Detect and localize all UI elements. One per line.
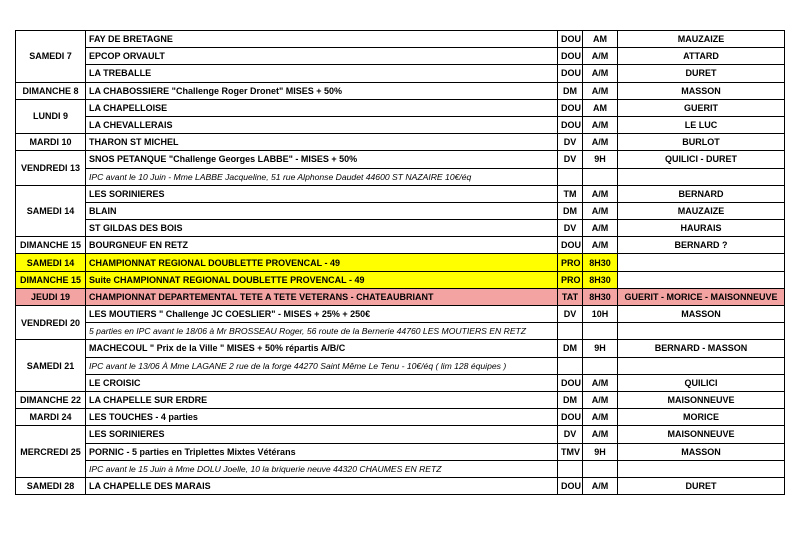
umpire-cell bbox=[618, 271, 785, 288]
time-cell: A/M bbox=[583, 374, 618, 391]
event-name: MACHECOUL " Prix de la Ville " MISES + 50% répartis A/B/C bbox=[86, 340, 558, 357]
umpire-cell: HAURAIS bbox=[618, 220, 785, 237]
umpire-cell: BERNARD ? bbox=[618, 237, 785, 254]
event-name: BLAIN bbox=[86, 202, 558, 219]
schedule-table bbox=[15, 30, 785, 495]
category-cell: TM bbox=[558, 185, 583, 202]
umpire-cell: MASSON bbox=[618, 306, 785, 323]
schedule-row bbox=[16, 31, 785, 48]
schedule-row bbox=[16, 409, 785, 426]
time-cell: 8H30 bbox=[583, 271, 618, 288]
day-cell: VENDREDI 13 bbox=[16, 151, 86, 185]
umpire-cell bbox=[618, 357, 785, 374]
day-cell: DIMANCHE 8 bbox=[16, 82, 86, 99]
umpire-cell: QUILICI bbox=[618, 374, 785, 391]
category-cell: DV bbox=[558, 426, 583, 443]
schedule-row bbox=[16, 306, 785, 323]
time-cell: AM bbox=[583, 31, 618, 48]
day-cell: MARDI 10 bbox=[16, 134, 86, 151]
time-cell bbox=[583, 460, 618, 477]
category-cell: DOU bbox=[558, 65, 583, 82]
schedule-row bbox=[16, 237, 785, 254]
category-cell: DOU bbox=[558, 99, 583, 116]
day-cell: SAMEDI 14 bbox=[16, 254, 86, 271]
umpire-cell: MORICE bbox=[618, 409, 785, 426]
schedule-row bbox=[16, 116, 785, 133]
day-cell: LUNDI 9 bbox=[16, 99, 86, 133]
schedule-row bbox=[16, 220, 785, 237]
event-name: LA CHABOSSIERE "Challenge Roger Dronet" MISES + 50% bbox=[86, 82, 558, 99]
category-cell: DOU bbox=[558, 374, 583, 391]
time-cell: 9H bbox=[583, 151, 618, 168]
time-cell: A/M bbox=[583, 82, 618, 99]
day-cell: JEUDI 19 bbox=[16, 288, 86, 305]
category-cell: DV bbox=[558, 151, 583, 168]
umpire-cell: BERNARD bbox=[618, 185, 785, 202]
category-cell: DOU bbox=[558, 237, 583, 254]
time-cell: A/M bbox=[583, 185, 618, 202]
time-cell: AM bbox=[583, 99, 618, 116]
category-cell: DOU bbox=[558, 409, 583, 426]
umpire-cell: MAUZAIZE bbox=[618, 31, 785, 48]
schedule-row bbox=[16, 151, 785, 168]
category-cell: DM bbox=[558, 391, 583, 408]
schedule-row bbox=[16, 443, 785, 460]
event-name: LES SORINIERES bbox=[86, 426, 558, 443]
umpire-cell bbox=[618, 323, 785, 340]
registration-note: IPC avant le 10 Juin - Mme LABBE Jacqueline, 51 rue Alphonse Daudet 44600 ST NAZAIRE 10€/éq bbox=[86, 168, 558, 185]
umpire-cell: DURET bbox=[618, 477, 785, 494]
umpire-cell bbox=[618, 254, 785, 271]
category-cell bbox=[558, 168, 583, 185]
time-cell: 8H30 bbox=[583, 288, 618, 305]
day-cell: DIMANCHE 15 bbox=[16, 271, 86, 288]
time-cell: A/M bbox=[583, 391, 618, 408]
schedule-row bbox=[16, 391, 785, 408]
category-cell: TAT bbox=[558, 288, 583, 305]
umpire-cell: MASSON bbox=[618, 82, 785, 99]
umpire-cell: QUILICI - DURET bbox=[618, 151, 785, 168]
event-name: LES MOUTIERS " Challenge JC COESLIER" - MISES + 25% + 250€ bbox=[86, 306, 558, 323]
schedule-row bbox=[16, 99, 785, 116]
registration-note: 5 parties en IPC avant le 18/06 à Mr BROSSEAU Roger, 56 route de la Bernerie 44760 LES MOUTIERS EN RETZ bbox=[86, 323, 558, 340]
time-cell: A/M bbox=[583, 65, 618, 82]
schedule-row bbox=[16, 323, 785, 340]
time-cell bbox=[583, 357, 618, 374]
day-cell: DIMANCHE 22 bbox=[16, 391, 86, 408]
event-name: ST GILDAS DES BOIS bbox=[86, 220, 558, 237]
time-cell: A/M bbox=[583, 116, 618, 133]
event-name: CHAMPIONNAT REGIONAL DOUBLETTE PROVENCAL - 49 bbox=[86, 254, 558, 271]
umpire-cell bbox=[618, 168, 785, 185]
umpire-cell: GUERIT bbox=[618, 99, 785, 116]
time-cell: 9H bbox=[583, 443, 618, 460]
umpire-cell: LE LUC bbox=[618, 116, 785, 133]
schedule-row bbox=[16, 288, 785, 305]
category-cell: DOU bbox=[558, 48, 583, 65]
schedule-row bbox=[16, 202, 785, 219]
day-cell: MARDI 24 bbox=[16, 409, 86, 426]
umpire-cell bbox=[618, 460, 785, 477]
schedule-row bbox=[16, 426, 785, 443]
event-name: LA CHAPELLOISE bbox=[86, 99, 558, 116]
category-cell: PRO bbox=[558, 254, 583, 271]
schedule-row bbox=[16, 477, 785, 494]
event-name: LA CHEVALLERAIS bbox=[86, 116, 558, 133]
event-name: Suite CHAMPIONNAT REGIONAL DOUBLETTE PROVENCAL - 49 bbox=[86, 271, 558, 288]
event-name: FAY DE BRETAGNE bbox=[86, 31, 558, 48]
time-cell bbox=[583, 168, 618, 185]
day-cell: MERCREDI 25 bbox=[16, 426, 86, 478]
event-name: LA CHAPELLE DES MARAIS bbox=[86, 477, 558, 494]
category-cell: DM bbox=[558, 202, 583, 219]
time-cell: 9H bbox=[583, 340, 618, 357]
event-name: LE CROISIC bbox=[86, 374, 558, 391]
umpire-cell: DURET bbox=[618, 65, 785, 82]
event-name: LA CHAPELLE SUR ERDRE bbox=[86, 391, 558, 408]
schedule-row bbox=[16, 134, 785, 151]
event-name: PORNIC - 5 parties en Triplettes Mixtes Vétérans bbox=[86, 443, 558, 460]
day-cell: VENDREDI 20 bbox=[16, 306, 86, 340]
schedule-body bbox=[16, 31, 785, 495]
category-cell: DM bbox=[558, 340, 583, 357]
schedule-row bbox=[16, 357, 785, 374]
schedule-row bbox=[16, 168, 785, 185]
event-name: LES SORINIERES bbox=[86, 185, 558, 202]
umpire-cell: GUERIT - MORICE - MAISONNEUVE bbox=[618, 288, 785, 305]
category-cell bbox=[558, 357, 583, 374]
category-cell: PRO bbox=[558, 271, 583, 288]
umpire-cell: MASSON bbox=[618, 443, 785, 460]
event-name: THARON ST MICHEL bbox=[86, 134, 558, 151]
category-cell: DV bbox=[558, 220, 583, 237]
umpire-cell: MAUZAIZE bbox=[618, 202, 785, 219]
umpire-cell: ATTARD bbox=[618, 48, 785, 65]
time-cell bbox=[583, 323, 618, 340]
category-cell: DOU bbox=[558, 477, 583, 494]
day-cell: SAMEDI 28 bbox=[16, 477, 86, 494]
schedule-row bbox=[16, 374, 785, 391]
schedule-row bbox=[16, 65, 785, 82]
time-cell: A/M bbox=[583, 477, 618, 494]
time-cell: A/M bbox=[583, 220, 618, 237]
event-name: SNOS PETANQUE "Challenge Georges LABBE" - MISES + 50% bbox=[86, 151, 558, 168]
event-name: CHAMPIONNAT DEPARTEMENTAL TETE A TETE VETERANS - CHATEAUBRIANT bbox=[86, 288, 558, 305]
time-cell: 8H30 bbox=[583, 254, 618, 271]
schedule-row bbox=[16, 48, 785, 65]
schedule-row bbox=[16, 460, 785, 477]
time-cell: A/M bbox=[583, 426, 618, 443]
category-cell bbox=[558, 323, 583, 340]
time-cell: A/M bbox=[583, 48, 618, 65]
schedule-row bbox=[16, 82, 785, 99]
category-cell: DOU bbox=[558, 116, 583, 133]
event-name: EPCOP ORVAULT bbox=[86, 48, 558, 65]
time-cell: A/M bbox=[583, 409, 618, 426]
time-cell: A/M bbox=[583, 202, 618, 219]
category-cell: TMV bbox=[558, 443, 583, 460]
category-cell: DV bbox=[558, 134, 583, 151]
day-cell: DIMANCHE 15 bbox=[16, 237, 86, 254]
umpire-cell: BERNARD - MASSON bbox=[618, 340, 785, 357]
umpire-cell: MAISONNEUVE bbox=[618, 391, 785, 408]
day-cell: SAMEDI 14 bbox=[16, 185, 86, 237]
event-name: BOURGNEUF EN RETZ bbox=[86, 237, 558, 254]
umpire-cell: BURLOT bbox=[618, 134, 785, 151]
registration-note: IPC avant le 15 Juin à Mme DOLU Joelle, 10 la briquerie neuve 44320 CHAUMES EN RETZ bbox=[86, 460, 558, 477]
day-cell: SAMEDI 7 bbox=[16, 31, 86, 83]
time-cell: 10H bbox=[583, 306, 618, 323]
time-cell: A/M bbox=[583, 134, 618, 151]
category-cell bbox=[558, 460, 583, 477]
category-cell: DOU bbox=[558, 31, 583, 48]
schedule-row bbox=[16, 254, 785, 271]
category-cell: DV bbox=[558, 306, 583, 323]
schedule-row bbox=[16, 271, 785, 288]
registration-note: IPC avant le 13/06 À Mme LAGANE 2 rue de la forge 44270 Saint Même Le Tenu - 10€/éq ( lim 128 équipes ) bbox=[86, 357, 558, 374]
umpire-cell: MAISONNEUVE bbox=[618, 426, 785, 443]
event-name: LA TREBALLE bbox=[86, 65, 558, 82]
schedule-row bbox=[16, 185, 785, 202]
day-cell: SAMEDI 21 bbox=[16, 340, 86, 392]
category-cell: DM bbox=[558, 82, 583, 99]
time-cell: A/M bbox=[583, 237, 618, 254]
schedule-row bbox=[16, 340, 785, 357]
event-name: LES TOUCHES - 4 parties bbox=[86, 409, 558, 426]
